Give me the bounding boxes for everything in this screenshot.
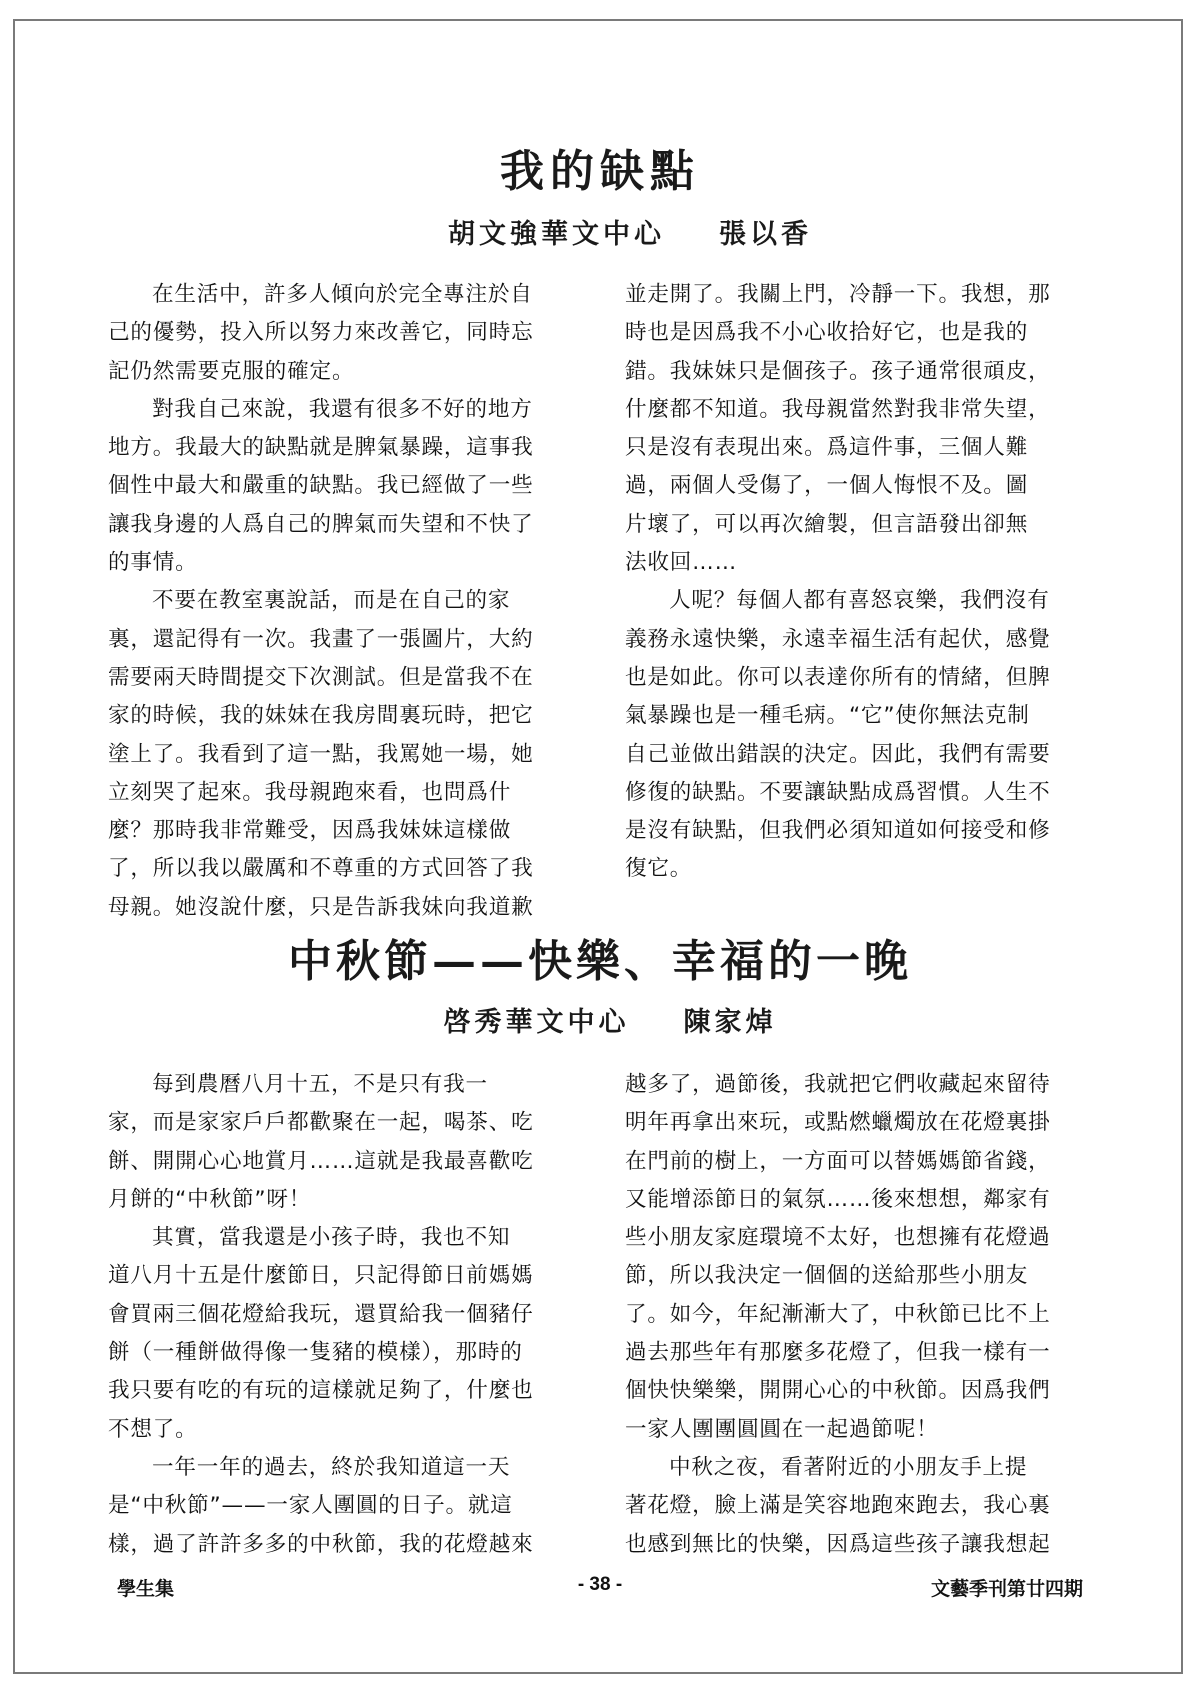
article-1-title: 我的缺點 — [500, 146, 700, 197]
text-line: 了，所以我以嚴厲和不尊重的方式回答了我 — [108, 856, 534, 882]
text-line: 麼？那時我非常難受，因爲我妹妹這樣做 — [108, 818, 512, 844]
article-2-school: 啓秀華文中心 — [443, 1007, 630, 1038]
text-line: 修復的缺點。不要讓缺點成爲習慣。人生不 — [625, 779, 1051, 805]
text-line: 需要兩天時間提交下次測試。但是當我不在 — [108, 664, 534, 690]
text-line: 著花燈，臉上滿是笑容地跑來跑去，我心裏 — [625, 1493, 1051, 1519]
text-line: 立刻哭了起來。我母親跑來看，也問爲什 — [108, 779, 512, 805]
text-line: 又能增添節日的氣氛……後來想想，鄰家有 — [625, 1186, 1051, 1212]
text-line: 不要在教室裏說話，而是在自己的家 — [152, 588, 511, 614]
text-line: 是“中秋節”——一家人團圓的日子。就這 — [108, 1493, 513, 1519]
text-line: 母親。她沒說什麼，只是告訴我妹向我道歉 — [108, 894, 534, 920]
text-line: 過去那些年有那麼多花燈了，但我一樣有一 — [625, 1340, 1051, 1366]
article-2-author: 陳家焯 — [683, 1007, 777, 1038]
text-line: 個性中最大和嚴重的缺點。我已經做了一些 — [108, 473, 534, 499]
article-1-column-right — [625, 276, 1057, 889]
footer-section-name: 學生集 — [117, 1579, 175, 1600]
text-line: 家，而是家家戶戶都歡聚在一起，喝茶、吃 — [108, 1110, 534, 1136]
text-line: 個快快樂樂，開開心心的中秋節。因爲我們 — [625, 1378, 1051, 1404]
text-line: 在生活中，許多人傾向於完全專注於自 — [152, 282, 533, 307]
article-2-column-right — [625, 1066, 1057, 1564]
text-line: 每到農曆八月十五，不是只有我一 — [152, 1072, 488, 1097]
text-line: 過，兩個人受傷了，一個人悔恨不及。圖 — [625, 473, 1029, 499]
article-1-school: 胡文強華文中心 — [448, 219, 665, 250]
footer-publication: 文藝季刊第廿四期 — [930, 1579, 1083, 1600]
text-line: 會買兩三個花燈給我玩，還買給我一個豬仔 — [108, 1301, 534, 1327]
text-line: 並走開了。我關上門，冷靜一下。我想，那 — [625, 282, 1051, 307]
text-line: 是沒有缺點，但我們必須知道如何接受和修 — [625, 818, 1051, 844]
text-line: 中秋之夜，看著附近的小朋友手上提 — [669, 1454, 1028, 1480]
text-line: 的事情。 — [108, 550, 198, 576]
text-line: 法收回…… — [625, 550, 737, 576]
article-2-title: 中秋節——快樂、幸福的一晚 — [288, 936, 912, 987]
text-line: 越多了，過節後，我就把它們收藏起來留待 — [625, 1072, 1051, 1097]
text-line: 記仍然需要克服的確定。 — [108, 358, 355, 384]
text-line: 對我自己來說，我還有很多不好的地方 — [152, 396, 533, 422]
text-line: 其實，當我還是小孩子時，我也不知 — [152, 1225, 511, 1251]
text-line: 氣暴躁也是一種毛病。“它”使你無法克制 — [625, 703, 1030, 729]
text-line: 裏，還記得有一次。我畫了一張圖片，大約 — [108, 626, 534, 652]
text-line: 也感到無比的快樂，因爲這些孩子讓我想起 — [625, 1531, 1051, 1557]
article-1-column-left — [108, 276, 540, 927]
article-2-column-left — [108, 1066, 540, 1564]
text-line: 己的優勢，投入所以努力來改善它，同時忘 — [108, 320, 534, 346]
text-line: 我只要有吃的有玩的這樣就足夠了，什麼也 — [108, 1378, 534, 1404]
text-line: 明年再拿出來玩，或點燃蠟燭放在花燈裏掛 — [625, 1110, 1051, 1136]
text-line: 月餅的“中秋節”呀！ — [108, 1186, 312, 1212]
article-1-author: 張以香 — [719, 219, 812, 250]
text-line: 只是沒有表現出來。爲這件事，三個人難 — [625, 435, 1029, 461]
text-line: 也是如此。你可以表達你所有的情緒，但脾 — [625, 664, 1051, 690]
text-line: 道八月十五是什麼節日，只記得節日前媽媽 — [108, 1263, 534, 1289]
text-line: 些小朋友家庭環境不太好，也想擁有花燈過 — [625, 1225, 1051, 1251]
text-line: 了。如今，年紀漸漸大了，中秋節已比不上 — [625, 1301, 1051, 1327]
text-line: 一年一年的過去，終於我知道這一天 — [152, 1454, 511, 1480]
text-line: 地方。我最大的缺點就是脾氣暴躁，這事我 — [108, 435, 534, 461]
text-line: 人呢？每個人都有喜怒哀樂，我們沒有 — [669, 588, 1050, 614]
text-line: 塗上了。我看到了這一點，我罵她一場，她 — [108, 741, 534, 767]
text-line: 錯。我妹妹只是個孩子。孩子通常很頑皮， — [625, 358, 1051, 384]
text-line: 不想了。 — [108, 1416, 198, 1442]
text-line: 在門前的樹上，一方面可以替媽媽節省錢， — [625, 1148, 1051, 1174]
text-line: 時也是因爲我不小心收拾好它，也是我的 — [625, 320, 1029, 346]
text-line: 復它。 — [625, 856, 693, 882]
text-line: 一家人團團圓圓在一起過節呢！ — [625, 1416, 939, 1442]
text-line: 家的時候，我的妹妹在我房間裏玩時，把它 — [108, 703, 534, 729]
text-line: 餅（一種餅做得像一隻豬的模樣），那時的 — [108, 1340, 523, 1366]
text-line: 節，所以我決定一個個的送給那些小朋友 — [625, 1263, 1029, 1289]
page-number: - 38 - — [577, 1574, 623, 1595]
text-line: 義務永遠快樂，永遠幸福生活有起伏，感覺 — [625, 626, 1051, 652]
text-line: 什麼都不知道。我母親當然對我非常失望， — [625, 396, 1051, 422]
text-line: 自己並做出錯誤的決定。因此，我們有需要 — [625, 741, 1051, 767]
text-line: 讓我身邊的人爲自己的脾氣而失望和不快了 — [108, 511, 534, 537]
text-line: 片壞了，可以再次繪製，但言語發出卻無 — [625, 511, 1029, 537]
text-line: 餅、開開心心地賞月……這就是我最喜歡吃 — [108, 1148, 534, 1174]
text-line: 樣，過了許許多多的中秋節，我的花燈越來 — [108, 1531, 534, 1557]
article-1-byline — [0, 212, 1200, 251]
article-2-byline — [0, 1000, 1200, 1039]
